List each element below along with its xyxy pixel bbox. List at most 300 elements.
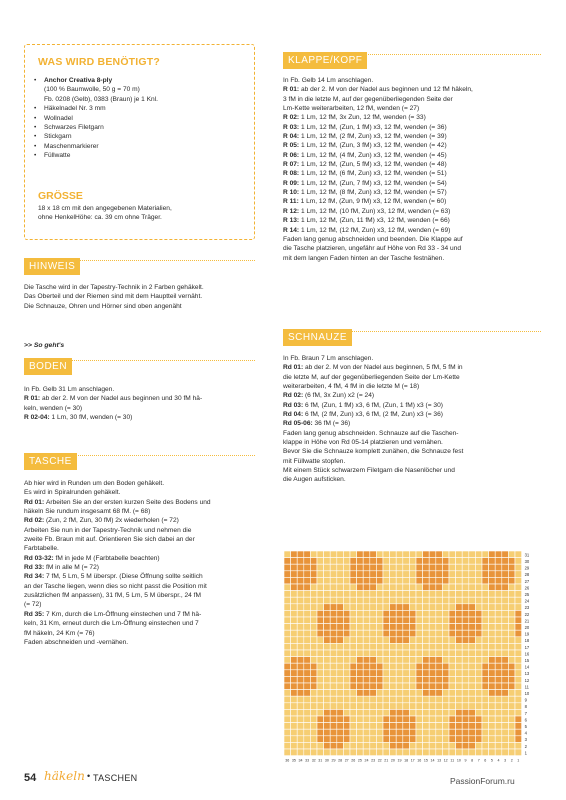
chart-cell [383,571,390,578]
chart-cell [310,558,317,565]
chart-cell [449,749,456,756]
chart-cell [297,571,304,578]
chart-cell [482,696,489,703]
chart-cell [449,729,456,736]
chart-cell [324,604,331,611]
chart-cell [383,551,390,558]
row-label: Rd 04: [283,411,305,419]
chart-cell [482,564,489,571]
chart-cell [436,729,443,736]
chart-cell [337,630,344,637]
chart-cell [350,571,357,578]
chart-cell [370,729,377,736]
chart-cell [462,643,469,650]
row-text: zusätzlichen fM anpassen), 31 fM, 5 Lm, 5 M überspr., 24 fM [24,592,202,600]
chart-cell [469,564,476,571]
chart-cell [462,584,469,591]
chart-cell [304,716,311,723]
watermark: PassionForum.ru [450,776,515,786]
chart-cell [324,564,331,571]
chart-cell [376,551,383,558]
chart-cell [284,564,291,571]
chart-cell [462,716,469,723]
chart-cell [462,617,469,624]
chart-cell [475,630,482,637]
chart-cell [423,584,430,591]
chart-cell [495,650,502,657]
chart-cell [291,676,298,683]
chart-col-label: 8 [471,758,474,763]
chart-cell [363,630,370,637]
chart-col-label: 33 [305,758,310,763]
chart-cell [429,736,436,743]
chart-cell [330,749,337,756]
chart-cell [515,551,522,558]
chart-cell [482,551,489,558]
chart-cell [337,558,344,565]
chart-cell [423,577,430,584]
chart-cell [304,624,311,631]
chart-cell [475,650,482,657]
chart-cell [436,610,443,617]
chart-cell [469,577,476,584]
text-line [283,254,541,263]
chart-cell [284,650,291,657]
chart-cell [363,584,370,591]
chart-cell [363,703,370,710]
chart-cell [436,630,443,637]
chart-cell [350,696,357,703]
chart-cell [390,564,397,571]
chart-cell [330,709,337,716]
chart-row-label: 3 [524,737,527,743]
chart-cell [489,564,496,571]
chart-cell [429,716,436,723]
chart-cell [396,663,403,670]
chart-cell [376,676,383,683]
chart-cell [416,716,423,723]
chart-cell [324,617,331,624]
chart-cell [297,690,304,697]
chart-cell [370,551,377,558]
chart-cell [350,584,357,591]
text-line [283,132,541,141]
chart-cell [324,683,331,690]
chart-cell [317,577,324,584]
chart-cell [495,597,502,604]
chart-cell [416,723,423,730]
chart-cell [357,617,364,624]
chart-cell [330,650,337,657]
chart-cell [357,577,364,584]
chart-cell [442,742,449,749]
chart-cell [502,610,509,617]
chart-cell [403,610,410,617]
chart-cell [297,670,304,677]
chart-cell [390,604,397,611]
chart-col-label: 34 [298,758,303,763]
chart-cell [403,650,410,657]
chart-cell [284,736,291,743]
chart-cell [297,729,304,736]
chart-cell [376,577,383,584]
row-text: 1 Lm, 12 fM, (Zun, 7 fM) x3, 12 fM, wenden (= 54) [300,179,447,187]
chart-cell [456,683,463,690]
chart-col-label: 20 [390,758,395,763]
chart-cell [310,597,317,604]
chart-cell [396,564,403,571]
chart-cell [469,670,476,677]
chart-cell [343,591,350,598]
chart-cell [363,690,370,697]
chart-cell [482,577,489,584]
chart-cell [304,723,311,730]
chart-cell [416,663,423,670]
chart-col-label: 7 [477,758,480,763]
page-number: 54 [24,772,37,784]
row-text: Farbtabelle. [24,545,59,553]
chart-cell [423,716,430,723]
chart-cell [442,709,449,716]
chart-row-label: 11 [524,684,529,690]
chart-cell [475,564,482,571]
chart-cell [317,650,324,657]
text-line [283,113,541,122]
chart-cell [291,709,298,716]
chart-cell [357,591,364,598]
chart-cell [324,676,331,683]
chart-cell [350,577,357,584]
chart-cell [324,630,331,637]
chart-cell [304,676,311,683]
chart-cell [304,736,311,743]
chart-cell [508,690,515,697]
chart-cell [482,716,489,723]
chart-cell [396,690,403,697]
chart-cell [462,696,469,703]
chart-cell [396,617,403,624]
chart-cell [416,637,423,644]
row-text: ab der 2. M von der Nadel aus beginnen und 30 fM hä- [41,395,203,403]
chart-cell [416,604,423,611]
chart-cell [495,624,502,631]
chart-cell [409,736,416,743]
materials-item-text: Anchor Creativa 8-ply [44,77,113,84]
chart-cell [456,650,463,657]
chart-cell [330,703,337,710]
chart-col-label: 36 [285,758,290,763]
materials-item [34,123,250,132]
chart-cell [409,683,416,690]
chart-cell [317,703,324,710]
chart-cell [456,690,463,697]
chart-cell [363,749,370,756]
chart-cell [495,742,502,749]
row-text: Lm-Kette weiterarbeiten, 12 fM, wenden (= 27) [283,105,420,113]
chart-cell [489,650,496,657]
chart-cell [403,617,410,624]
chart-cell [297,742,304,749]
chart-cell [429,604,436,611]
chart-cell [502,703,509,710]
chart-cell [475,604,482,611]
chart-cell [337,577,344,584]
chart-cell [284,690,291,697]
row-text: weiterarbeiten, 4 fM, 4 fM in die letzte M (= 18) [283,383,420,391]
chart-cell [284,617,291,624]
chart-cell [396,630,403,637]
row-text: fM häkeln, 24 Km (= 76) [24,629,95,637]
chart-cell [310,637,317,644]
chart-cell [370,604,377,611]
chart-cell [304,630,311,637]
text-line [24,629,256,638]
chart-cell [502,630,509,637]
chart-row-label: 8 [524,704,527,710]
bullet-icon: • [34,142,37,150]
text-line [283,382,541,391]
chart-col-label: 15 [423,758,428,763]
chart-cell [436,604,443,611]
chart-cell [508,670,515,677]
chart-cell [502,696,509,703]
chart-cell [330,558,337,565]
chart-col-label: 6 [484,758,487,763]
chart-col-label: 12 [443,758,448,763]
chart-cell [310,749,317,756]
chart-cell [284,630,291,637]
chart-cell [449,591,456,598]
chart-cell [337,624,344,631]
chart-cell [409,676,416,683]
chart-cell [502,749,509,756]
chart-cell [502,558,509,565]
chart-cell [423,690,430,697]
chart-cell [482,676,489,683]
chart-cell [495,617,502,624]
chart-row-label: 20 [524,625,530,630]
chart-cell [357,723,364,730]
chart-cell [475,637,482,644]
chart-cell [508,630,515,637]
row-text: In Fb. Gelb 31 Lm anschlagen. [24,386,115,393]
chart-cell [495,696,502,703]
row-text: In Fb. Gelb 14 Lm anschlagen. [283,77,374,84]
text-line [24,554,256,563]
chart-cell [436,564,443,571]
materials-item [34,85,250,94]
chart-cell [436,683,443,690]
chart-cell [416,564,423,571]
chart-cell [376,630,383,637]
chart-cell [376,564,383,571]
chart-cell [310,630,317,637]
chart-cell [383,709,390,716]
row-text: 3 fM in die letzte M, auf der gegenüberliegenden Seite der [283,95,453,103]
chart-row-label: 6 [524,717,527,723]
chart-cell [409,584,416,591]
row-label: R 08: [283,170,301,178]
row-text: die Tasche platzieren, ungefähr auf Höhe von Rd 33 - 34 und [283,245,462,253]
chart-cell [343,630,350,637]
chart-cell [324,742,331,749]
chart-cell [442,643,449,650]
chart-cell [502,597,509,604]
chart-cell [363,663,370,670]
row-label: R 01: [24,395,42,403]
chart-cell [297,584,304,591]
chart-cell [475,676,482,683]
chart-cell [482,657,489,664]
chart-cell [456,729,463,736]
chart-cell [383,723,390,730]
chart-cell [423,650,430,657]
chart-cell [317,584,324,591]
chart-cell [495,663,502,670]
chart-cell [370,657,377,664]
chart-cell [376,690,383,697]
chart-cell [291,683,298,690]
chart-cell [350,564,357,571]
chart-cell [403,709,410,716]
chart-cell [350,591,357,598]
chart-cell [357,558,364,565]
chart-cell [383,703,390,710]
chart-cell [495,604,502,611]
chart-cell [449,676,456,683]
chart-cell [442,637,449,644]
chart-cell [429,650,436,657]
chart-cell [330,624,337,631]
chart-cell [436,597,443,604]
chart-cell [396,742,403,749]
chart-cell [370,742,377,749]
chart-cell [357,690,364,697]
chart-cell [396,637,403,644]
chart-cell [337,604,344,611]
chart-cell [502,604,509,611]
chart-cell [330,683,337,690]
chart-cell [429,643,436,650]
chart-cell [469,597,476,604]
chart-cell [383,577,390,584]
chart-cell [403,716,410,723]
chart-cell [429,683,436,690]
chart-row-label: 12 [524,677,530,683]
bullet-icon: • [34,105,37,113]
materials-item [34,142,250,151]
chart-cell [310,617,317,624]
chart-cell [363,558,370,565]
chart-cell [489,663,496,670]
chart-cell [337,670,344,677]
chart-cell [383,617,390,624]
chart-cell [310,577,317,584]
chart-cell [495,584,502,591]
chart-cell [330,716,337,723]
chart-cell [363,696,370,703]
chart-cell [515,558,522,565]
chart-cell [436,650,443,657]
row-text: 1 Lm, 12 fM, (Zun, 1 fM) x3, 12 fM, wenden (= 36) [300,123,447,131]
chart-cell [363,657,370,664]
chart-cell [508,657,515,664]
chart-cell [376,663,383,670]
chart-cell [376,637,383,644]
chart-cell [390,558,397,565]
chart-col-label: 35 [291,758,296,763]
tasche-text [24,479,256,647]
chart-cell [310,709,317,716]
chart-cell [297,597,304,604]
chart-cell [515,657,522,664]
chart-cell [310,663,317,670]
chart-cell [390,584,397,591]
chart-cell [482,709,489,716]
text-line [24,619,256,628]
chart-cell [317,571,324,578]
chart-row-label: 1 [524,750,527,756]
chart-cell [495,591,502,598]
chart-col-label: 26 [351,758,356,763]
chart-cell [297,637,304,644]
materials-item [34,151,250,160]
chart-cell [449,584,456,591]
chart-cell [330,571,337,578]
chart-cell [291,657,298,664]
chart-cell [396,657,403,664]
chart-cell [416,584,423,591]
chart-cell [502,742,509,749]
chart-cell [291,690,298,697]
chart-cell [409,643,416,650]
chart-cell [489,604,496,611]
boden-header: BODEN [24,358,72,375]
chart-cell [429,584,436,591]
chart-cell [469,723,476,730]
chart-cell [515,624,522,631]
chart-cell [337,657,344,664]
row-text: zweite Fb. Braun mit auf. Orientieren Sie sich dabei an der [24,536,195,544]
chart-cell [291,670,298,677]
chart-cell [350,558,357,565]
chart-cell [436,643,443,650]
chart-cell [462,604,469,611]
chart-cell [462,683,469,690]
chart-col-label: 11 [450,758,455,763]
chart-cell [317,657,324,664]
chart-cell [291,558,298,565]
chart-cell [515,637,522,644]
text-line [283,429,541,438]
chart-cell [462,670,469,677]
chart-cell [469,683,476,690]
chart-cell [508,696,515,703]
chart-cell [317,676,324,683]
chart-cell [409,716,416,723]
chart-cell [337,703,344,710]
chart-cell [449,597,456,604]
chart-cell [456,742,463,749]
chart-col-label: 23 [371,758,376,763]
chart-cell [508,723,515,730]
chart-cell [489,690,496,697]
chart-cell [489,736,496,743]
materials-item-text: Wollnadel [44,114,73,122]
chart-cell [449,617,456,624]
chart-cell [508,729,515,736]
size-text [38,204,253,222]
